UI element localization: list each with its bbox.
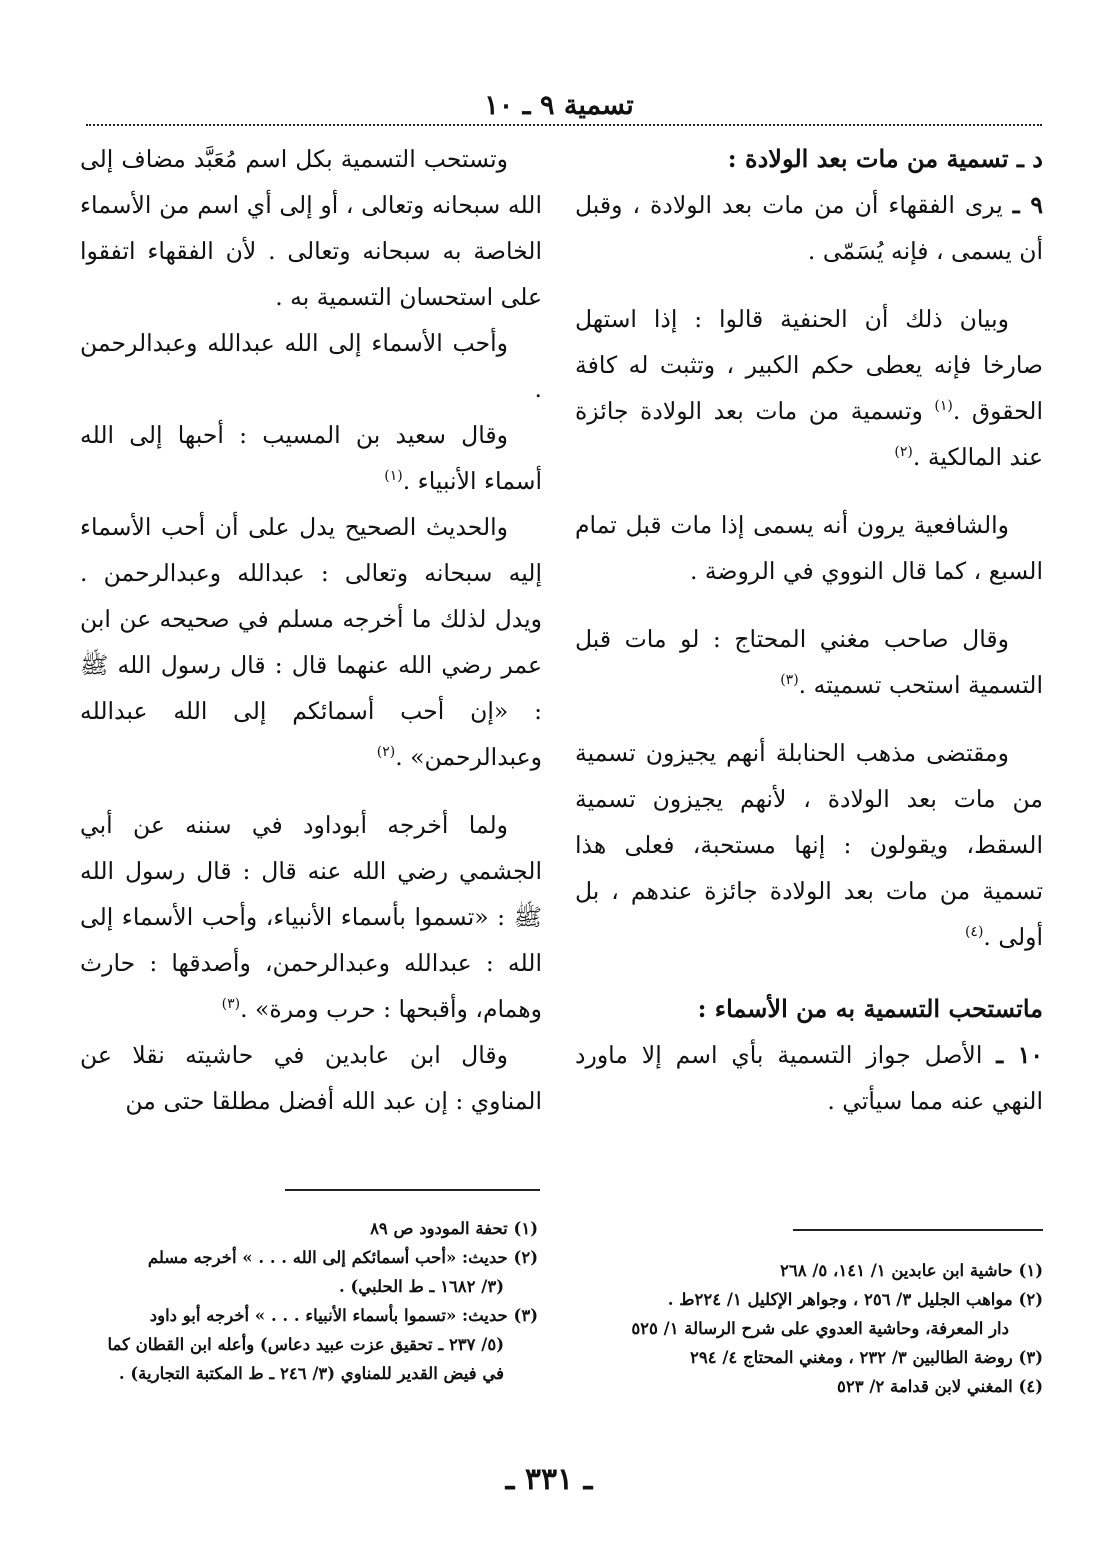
section-heading-mustahab: ماتستحب التسمية به من الأسماء : [697,994,1043,1023]
paragraph-number: ١٠ ـ [996,1041,1043,1069]
paragraph-ibn-abidin: وقال ابن عابدين في حاشيته نقلا عن المناوي : إن عبد الله أفضل مطلقا حتى من [80,1041,542,1115]
footnote-continuation: دار المعرفة، وحاشية العدوي على شرح الرسالة ١/ ٥٢٥ [631,1319,1009,1338]
footnote-continuation: في فيض القدير للمناوي (٣/ ٢٤٦ ـ ط المكتبة التجارية) . [118,1364,504,1383]
footnote: (١) تحفة المودود ص ٨٩ [370,1219,538,1238]
footnote-ref: (١) [384,468,403,485]
footnote: (٢) مواهب الجليل ٣/ ٢٥٦ ، وجواهر الإكليل ١/ ٢٢٤ط . [667,1290,1043,1309]
paragraph-muabbad: وتستحب التسمية بكل اسم مُعَبَّد مضاف إلى الله سبحانه وتعالى ، أو إلى أي اسم من الأسماء الخاصة به سبحانه وتعالى . لأن الفقهاء اتفقوا على استحسان التسمية به . [80,145,542,311]
footnote-continuation: (٣/ ١٦٨٢ ـ ط الحلبي) . [338,1277,504,1296]
left-column [80,136,542,1124]
footnotes-left [82,1214,538,1388]
footnote: (١) حاشية ابن عابدين ١/ ١٤١، ٥/ ٢٦٨ [780,1261,1043,1280]
paragraph-ibn-musayyib: وقال سعيد بن المسيب : أحبها إلى الله أسماء الأنبياء .$^{(١)}$ [80,421,542,495]
footnote-continuation: (٥/ ٢٣٧ ـ تحقيق عزت عبيد دعاس) وأعله ابن القطان كما [107,1335,504,1354]
footnote-ref: (٣) [780,672,799,689]
running-header: تسمية ٩ ـ ١٠ [484,90,634,121]
paragraph-mughni: وقال صاحب مغني المحتاج : لو مات قبل التسمية استحب تسميته .$^{(٣)}$ [575,625,1043,699]
footnote-rule-right [793,1229,1043,1231]
paragraph-ahabb: وأحب الأسماء إلى الله عبدالله وعبدالرحمن . [80,329,542,403]
paragraph-number: ٩ ـ [1012,191,1043,219]
footnote-ref: (٣) [221,996,241,1013]
paragraph-hanafi: وبيان ذلك أن الحنفية قالوا : إذا استهل صارخا فإنه يعطى حكم الكبير ، وتثبت له كافة الحقوق .$^{(١)}$ وتسمية من مات بعد الولادة جائزة عند المالكية .$^{(٢)}$ [575,305,1043,471]
section-heading-d: د ـ تسمية من مات بعد الولادة : [727,144,1043,173]
paragraph-shafii: والشافعية يرون أنه يسمى إذا مات قبل تمام السبع ، كما قال النووي في الروضة . [575,511,1043,585]
footnote-ref: (٢) [894,444,913,461]
footnote-ref: (١) [934,398,953,415]
footnotes-right [573,1256,1043,1401]
paragraph-hanbali: ومقتضى مذهب الحنابلة أنهم يجيزون تسمية من مات بعد الولادة ، لأنهم يجيزون تسمية السقط، ويقولون : إنها مستحبة، فعلى هذا تسمية من مات بعد الولادة جائزة عندهم ، بل أولى .$^{(٤)}$ [575,739,1043,951]
paragraph-10: ١٠ ـ الأصل جواز التسمية بأي اسم إلا ماورد النهي عنه مما سيأتي . [575,1041,1043,1115]
footnote-rule-left [285,1189,540,1191]
footnote: (٤) المغني لابن قدامة ٢/ ٥٢٣ [837,1377,1043,1396]
paragraph-hadith-abu-dawud: ولما أخرجه أبوداود في سننه عن أبي الجشمي رضي الله عنه قال : قال رسول الله ﷺ : «تسموا بأسماء الأنبياء، وأحب الأسماء إلى الله : عبدالله وعبدالرحمن، وأصدقها : حارث وهمام، وأقبحها : حرب ومرة» .$^{(٣)}$ [80,811,542,1023]
footnote: (٢) حديث: «أحب أسمائكم إلى الله . . . » أخرجه مسلم [147,1248,538,1267]
paragraph-9: ٩ ـ يرى الفقهاء أن من مات بعد الولادة ، وقبل أن يسمى ، فإنه يُسَمّى . [575,191,1043,265]
right-column [575,136,1043,1124]
paragraph-hadith-muslim: والحديث الصحيح يدل على أن أحب الأسماء إليه سبحانه وتعالى : عبدالله وعبدالرحمن . ويدل لذلك ما أخرجه مسلم في صحيحه عن ابن عمر رضي الله عنهما قال : قال رسول الله ﷺ : «إن أحب أسمائكم إلى الله عبدالله وعبدالرحمن» .$^{(٢)}$ [80,513,542,771]
footnote-ref: (٢) [376,744,396,761]
footnote: (٣) روضة الطالبين ٣/ ٢٣٢ ، ومغني المحتاج ٤/ ٢٩٤ [689,1348,1043,1367]
footnote: (٣) حديث: «تسموا بأسماء الأنبياء . . . » أخرجه أبو داود [149,1306,538,1325]
header-dotted-rule [86,124,1042,126]
page-number: ـ ٣٣١ ـ [505,1462,593,1497]
footnote-ref: (٤) [964,924,984,941]
